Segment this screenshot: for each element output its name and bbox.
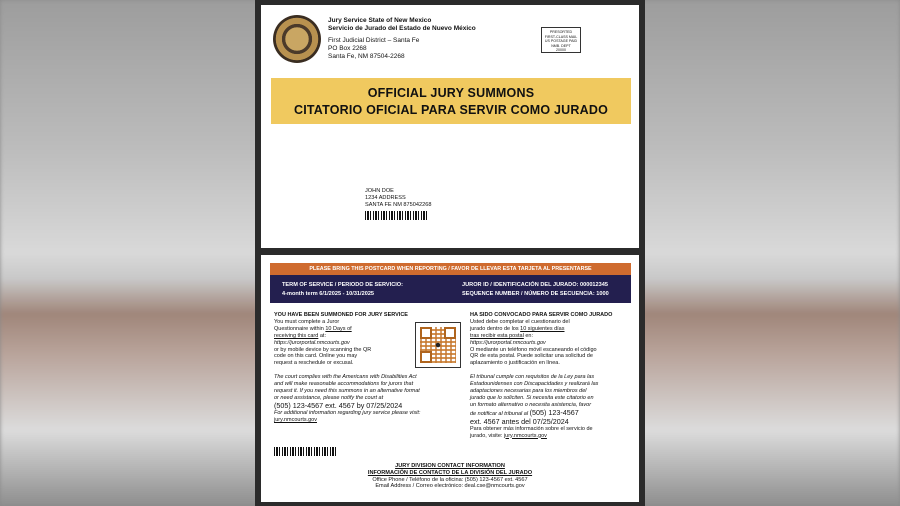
recipient-street: 1234 ADDRESS: [365, 195, 406, 201]
return-address: [328, 17, 476, 61]
po-box: PO Box 2268: [328, 45, 367, 52]
recipient-name: JOHN DOE: [365, 188, 394, 194]
english-column: YOU HAVE BEEN SUMMONED FOR JURY SERVICE You must complete a Juror Questionnaire within 10 Days of receiving this card at: https://jurorportal.nmcourts.gov or by mobile device by scanning the QR code on this card. Online you may request a reschedule or excusal. The court complies with the Americans with Disabilities Act and will make reasonable accommodations for jurors that request it. If you need this summons in an alternative format or need assistance, please notify the court at (505) 123-4567 ext. 4567 by 07/25/2024 For additional information regarding jury service please visit: jury.nmcourts.gov: [274, 312, 449, 424]
jury-site-link-en[interactable]: jury.nmcourts.gov: [274, 416, 317, 423]
postcard-barcode: [274, 447, 336, 456]
contact-heading-es: INFORMACIÓN DE CONTACTO DE LA DIVISIÓN DEL JURADO: [367, 469, 533, 476]
recipient-address: [365, 188, 431, 220]
portal-url-es[interactable]: https://jurorportal.nmcourts.gov: [470, 339, 546, 346]
service-info-bar: [270, 275, 631, 303]
summons-banner: [271, 78, 631, 124]
banner-title-en: OFFICIAL JURY SUMMONS: [367, 86, 535, 100]
jury-site-link-es[interactable]: jury.nmcourts.gov: [503, 432, 547, 439]
contact-info: [261, 463, 639, 490]
postal-barcode: [365, 211, 427, 220]
district: First Judicial District – Santa Fe: [328, 37, 420, 44]
email-address: Email Address / Correo electrónico: deal.cse@nmcourts.gov: [375, 483, 525, 490]
spanish-column: HA SIDO CONVOCADO PARA SERVIR COMO JURADO Usted debe completar el cuestionario del jurado dentro de los 10 siguientes días tras recibir esta postal en: https://jurorportal.nmcourts.gov O mediante un teléfono móvil escaneando el código QR de esta postal. Puede solicitar una solicitud de aplazamiento o justificación en línea. El tribunal cumple con requisitos de la Ley para las Estadounidenses con Discapacidades y realizará las adaptaciones necesarias para los miembros del jurado que lo soliciten. Si necesita este citatorio en un formato alternativo o necesita asistencia, favor de notificar al tribunal al (505) 123-4567 ext. 4567 antes del 07/25/2024 Para obtener más información sobre el servicio de jurado, visite: jury.nmcourts.gov: [470, 312, 635, 440]
term-value: 4-month term 6/1/2025 - 10/31/2025: [282, 291, 375, 297]
court-seal-icon: [273, 15, 321, 63]
juror-id: JUROR ID / IDENTIFICACIÓN DEL JURADO: 000012345: [462, 282, 608, 288]
envelope-front: [261, 5, 639, 248]
phone-deadline-es: ext. 4567 antes del 07/25/2024: [470, 416, 569, 426]
office-phone: Office Phone / Teléfono de la oficina: (505) 123-4567 ext. 4567: [372, 476, 528, 483]
portal-url-en[interactable]: https://jurorportal.nmcourts.gov: [274, 339, 350, 346]
postcard-header: PLEASE BRING THIS POSTCARD WHEN REPORTING / FAVOR DE LLEVAR ESTA TARJETA AL PRESENTARSE: [270, 263, 631, 275]
org-name-en: Jury Service State of New Mexico: [328, 17, 432, 24]
recipient-city: SANTA FE NM 875042268: [365, 202, 432, 208]
qr-code[interactable]: [415, 322, 461, 368]
term-label: TERM OF SERVICE / PERIODO DE SERVICIO:: [282, 282, 404, 288]
contact-heading-en: JURY DIVISION CONTACT INFORMATION: [395, 463, 505, 469]
sequence-number: SEQUENCE NUMBER / NÚMERO DE SECUENCIA: 1000: [462, 291, 609, 297]
city: Santa Fe, NM 87504-2268: [328, 53, 405, 60]
heading-en: YOU HAVE BEEN SUMMONED FOR JURY SERVICE: [274, 312, 408, 318]
org-name-es: Servicio de Jurado del Estado de Nuevo México: [328, 25, 476, 32]
phone-deadline-en: (505) 123-4567 ext. 4567 by 07/25/2024: [274, 400, 403, 410]
postcard-back: [261, 255, 639, 502]
heading-es: HA SIDO CONVOCADO PARA SERVIR COMO JURADO: [470, 312, 613, 318]
postage-indicia: PRESORTED FIRST-CLASS MAIL US POSTAGE PAID NMB. DEPT 20000: [541, 27, 581, 53]
banner-title-es: CITATORIO OFICIAL PARA SERVIR COMO JURADO: [293, 103, 608, 117]
